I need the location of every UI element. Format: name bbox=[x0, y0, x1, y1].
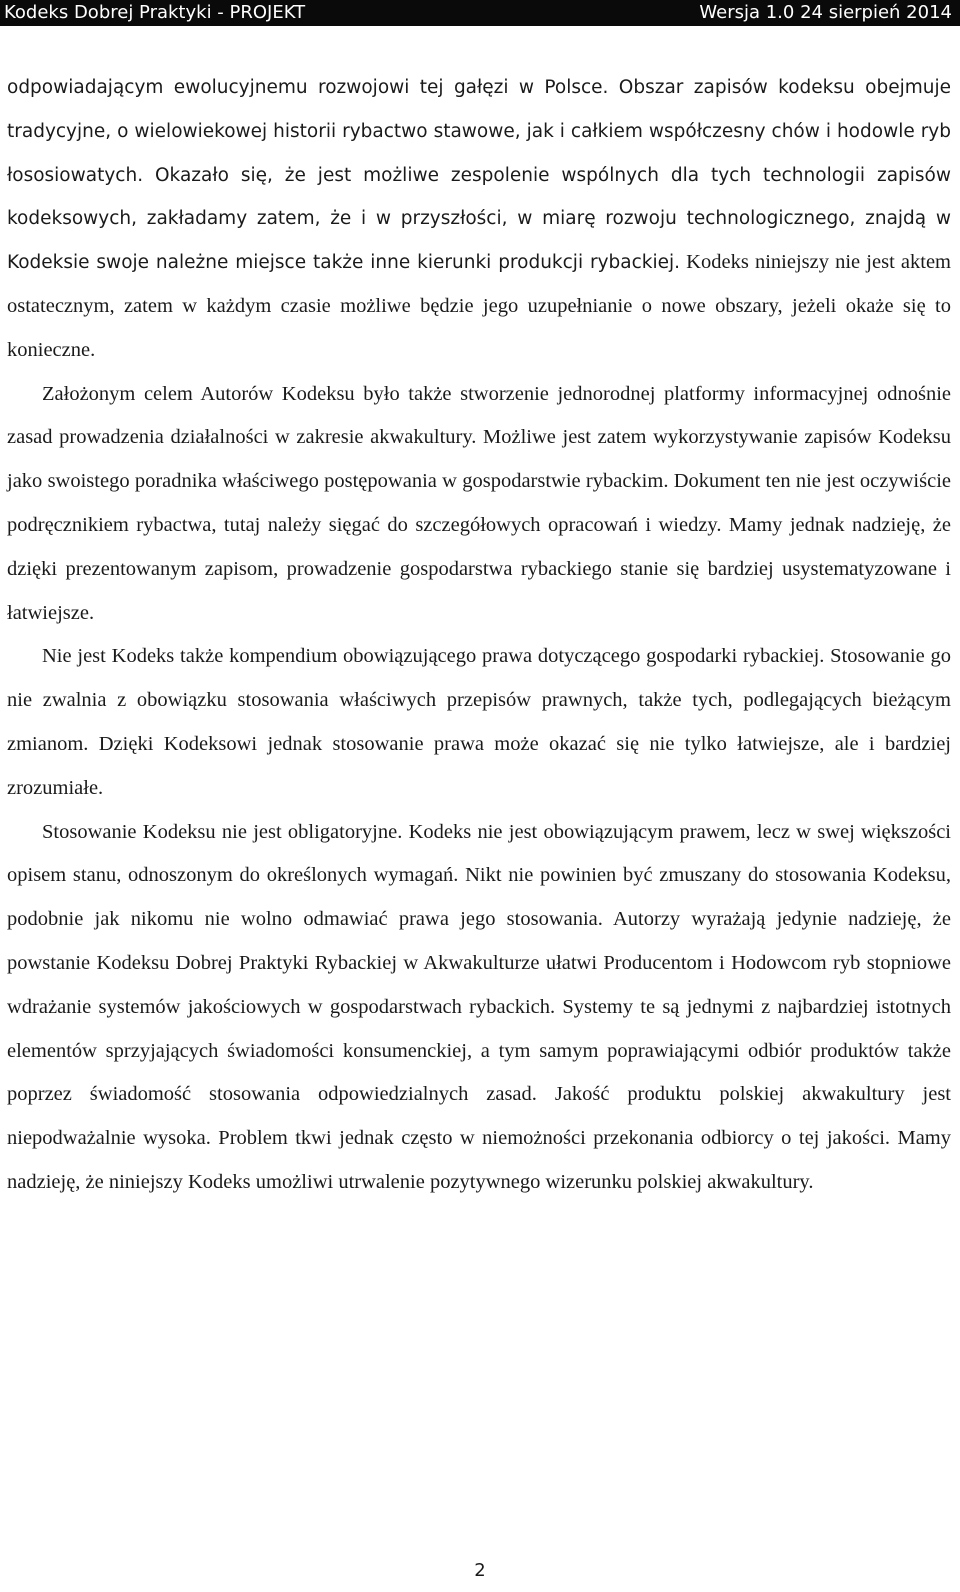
paragraph-2: Założonym celem Autorów Kodeksu było także stworzenie jednorodnej platformy informacyjnej odnośnie zasad prowadzenia działalności w zakresie akwakultury. Możliwe jest zatem wykorzystywanie zapisów Kodeksu jako swoistego poradnika właściwego postępowania w gospodarstwie rybackim. Dokument ten nie jest oczywiście podręcznikiem rybactwa, tutaj należy sięgać do szczegółowych opracowań i wiedzy. Mamy jednak nadzieję, że dzięki prezentowanym zapisom, prowadzenie gospodarstwa rybackiego stanie się bardziej usystematyzowane i łatwiejsze. bbox=[7, 382, 951, 624]
paragraph-1 bbox=[7, 66, 951, 373]
page-number: 2 bbox=[474, 1560, 486, 1581]
document-body bbox=[7, 66, 951, 1205]
page-header bbox=[0, 0, 960, 26]
header-version-date: Wersja 1.0 24 sierpień 2014 bbox=[699, 2, 952, 23]
paragraph-4: Stosowanie Kodeksu nie jest obligatoryjne. Kodeks nie jest obowiązującym prawem, lecz w swej większości opisem stanu, odnoszonym do określonych wymagań. Nikt nie powinien być zmuszany do stosowania Kodeksu, podobnie jak nikomu nie wolno odmawiać prawa jego stosowania. Autorzy wyrażają jedynie nadzieję, że powstanie Kodeksu Dobrej Praktyki Rybackiej w Akwakulturze ułatwi Producentom i Hodowcom ryb stopniowe wdrażanie systemów jakościowych w gospodarstwach rybackich. Systemy te są jednymi z najbardziej istotnych elementów sprzyjających świadomości konsumenckiej, a tym samym poprawiającymi odbiór produktów także poprzez świadomość stosowania odpowiedzialnych zasad. Jakość produktu polskiej akwakultury jest niepodważalnie wysoka. Problem tkwi jednak często w niemożności przekonania odbiorcy o tej jakości. Mamy nadzieję, że niniejszy Kodeks umożliwi utrwalenie pozytywnego wizerunku polskiej akwakultury. bbox=[7, 820, 951, 1193]
header-document-title: Kodeks Dobrej Praktyki - PROJEKT bbox=[4, 2, 306, 23]
paragraph-3: Nie jest Kodeks także kompendium obowiązującego prawa dotyczącego gospodarki rybackiej. Stosowanie go nie zwalnia z obowiązku stosowania właściwych przepisów prawnych, także tych, podlegających bieżącym zmianom. Dzięki Kodeksowi jednak stosowanie prawa może okazać się nie tylko łatwiejsze, ale i bardziej zrozumiałe. bbox=[7, 645, 951, 799]
paragraph-1-serif-text: Kodeks niniejszy nie jest aktem ostatecznym, zatem w każdym czasie możliwe będzie jego uzupełnianie o nowe obszary, jeżeli okaże się to konieczne. bbox=[7, 251, 951, 361]
paragraph-1-sans-text: odpowiadającym ewolucyjnemu rozwojowi tej gałęzi w Polsce. Obszar zapisów kodeksu obejmuje tradycyjne, o wielowiekowej historii rybactwo stawowe, jak i całkiem współczesny chów i hodowle ryb łososiowatych. Okazało się, że jest możliwe zespolenie wspólnych dla tych technologii zapisów kodeksowych, zakładamy zatem, że i w przyszłości, w miarę rozwoju technologicznego, znajdą w Kodeksie swoje należne miejsce także inne kierunki produkcji rybackiej. bbox=[7, 77, 951, 274]
